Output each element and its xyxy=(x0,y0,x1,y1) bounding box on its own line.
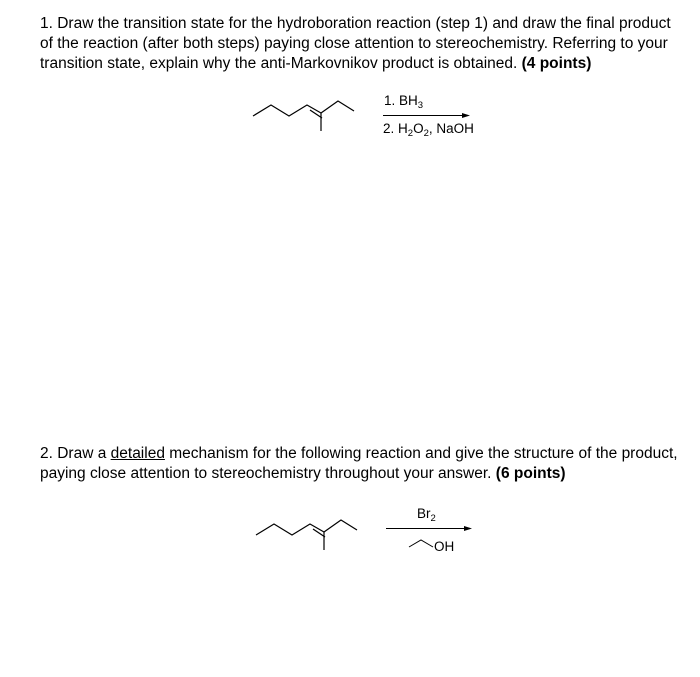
reagent-br2: $Br_2$ xyxy=(417,506,436,524)
question-2-points: (6 points) xyxy=(495,465,566,482)
reagent-1-bh3: 1. $BH_3$ xyxy=(384,93,424,111)
question-1-points: (4 points) xyxy=(521,55,592,72)
question-1-body: 1. Draw the transition state for the hydroboration reaction (step 1) and draw the final product of the reaction (after both steps) paying close attention to stereochemistry. Referring to your transition state, explain why the anti-Markovnikov product is obtained. xyxy=(40,15,671,72)
ethanol-skeleton xyxy=(409,540,433,547)
reagent-ethanol-oh: OH xyxy=(434,539,455,554)
reagent-2-h2o2-naoh: 2. $H_2O_2$, NaOH xyxy=(383,121,474,139)
emphasis-detailed: detailed xyxy=(110,445,165,462)
question-2-text: 2. Draw a detailed mechanism for the following reaction and give the structure of the product, paying close attention to stereochemistry throughout your answer. (6 points) xyxy=(40,445,678,482)
